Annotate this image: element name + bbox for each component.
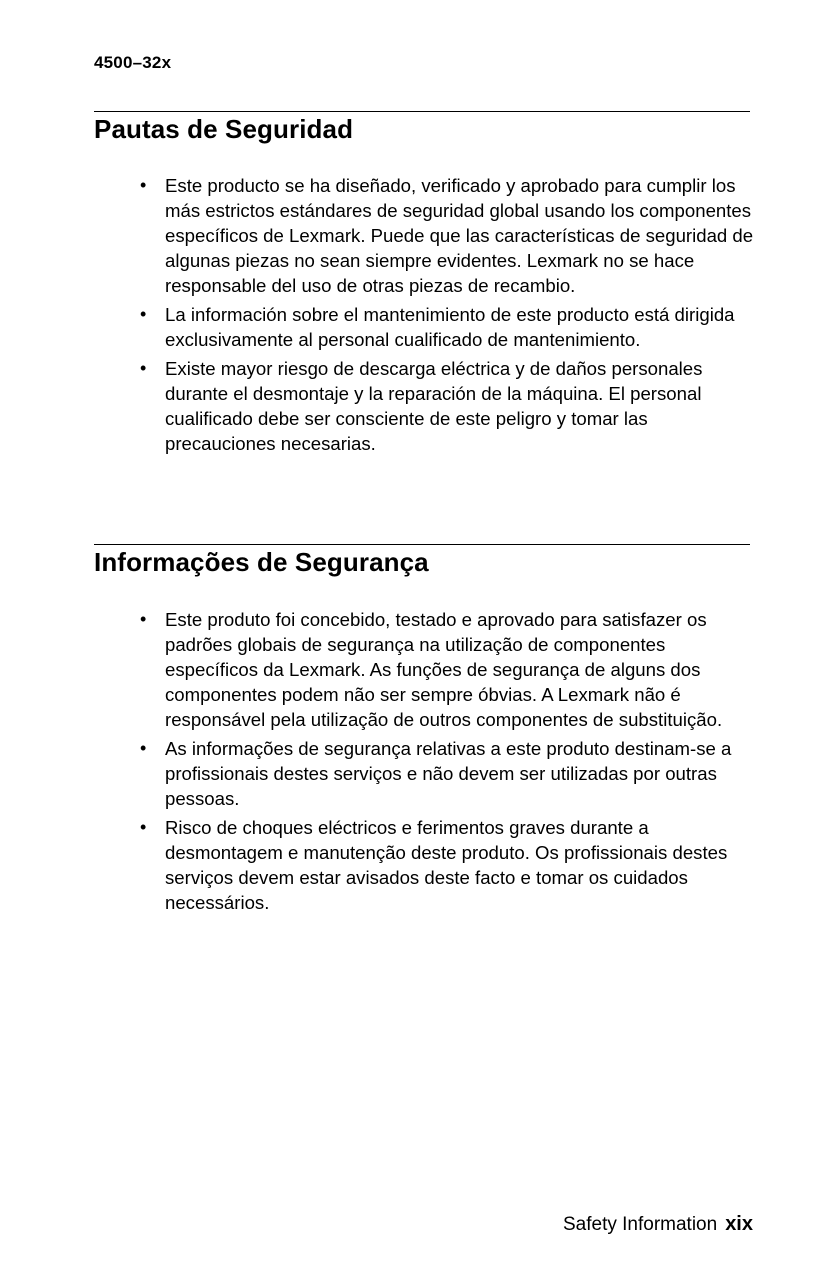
bullet-list <box>94 173 754 456</box>
page-number: xix <box>725 1213 753 1235</box>
bullet-icon: • <box>140 738 147 758</box>
list-item <box>94 607 755 732</box>
list-item-text: Existe mayor riesgo de descarga eléctrica y de daños personales durante el desmontaje y la reparación de la máquina. El personal cualificado debe ser consciente de este peligro y tomar las precauciones necesarias. <box>165 358 703 454</box>
list-item <box>94 356 755 456</box>
list-item-text: La información sobre el mantenimiento de este producto está dirigida exclusivamente al personal cualificado de mantenimiento. <box>165 304 735 350</box>
footer-section-name: Safety Information <box>562 1214 718 1235</box>
bullet-icon: • <box>140 358 147 378</box>
bullet-icon: • <box>140 817 147 837</box>
list-item-text: Risco de choques eléctricos e ferimentos graves durante a desmontagem e manutenção deste produto. Os profissionais destes serviços devem estar avisados deste facto e tomar os cuidados necessários. <box>165 817 728 913</box>
section-divider <box>94 544 750 545</box>
bullet-icon: • <box>140 175 147 195</box>
section-informacoes-de-seguranca <box>94 544 750 919</box>
list-item <box>94 736 755 811</box>
bullet-list <box>94 607 750 915</box>
list-item <box>94 815 755 915</box>
bullet-icon: • <box>140 609 147 629</box>
list-item-text: As informações de segurança relativas a este produto destinam-se a profissionais destes serviços e não devem ser utilizadas por outras pessoas. <box>165 738 732 809</box>
page-footer <box>563 1213 753 1236</box>
section-title: Pautas de Seguridad <box>94 114 354 144</box>
section-divider <box>94 111 750 112</box>
list-item-text: Este producto se ha diseñado, verificado y aprobado para cumplir los más estrictos estándares de seguridad global usando los componentes específicos de Lexmark. Puede que las características de seguridad de algunas piezas no sean siempre evidentes. Lexmark no se hace responsable del uso de otras piezas de recambio. <box>165 175 754 296</box>
section-pautas-de-seguridad <box>94 111 754 460</box>
bullet-icon: • <box>140 304 147 324</box>
section-title: Informações de Segurança <box>94 547 429 577</box>
list-item-text: Este produto foi concebido, testado e aprovado para satisfazer os padrões globais de segurança na utilização de componentes específicos da Lexmark. As funções de segurança de alguns dos componentes podem não ser sempre óbvias. A Lexmark não é responsável pela utilização de outros componentes de substituição. <box>165 609 723 730</box>
model-code: 4500–32x <box>94 53 172 72</box>
list-item <box>94 173 755 298</box>
list-item <box>94 302 755 352</box>
